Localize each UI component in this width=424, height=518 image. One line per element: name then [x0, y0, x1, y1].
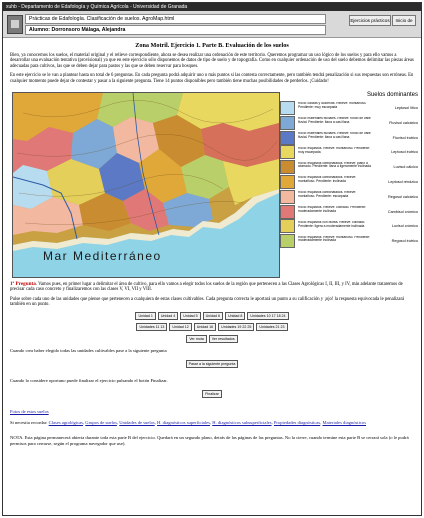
unit-button[interactable]: Unidad 16 [194, 323, 216, 331]
inicio-button[interactable]: Inicio de [392, 15, 416, 26]
unit-buttons-row-2 [10, 323, 414, 331]
legend-desc: Roca: esquistos carbonatados. Relieve: plano a alomado. Pendiente: llana a ligeramente inclinada [298, 161, 371, 169]
legend-row [280, 145, 418, 160]
link-clases-agrologicas[interactable]: Clases agrológicas [48, 419, 83, 425]
legend-swatch [280, 175, 295, 189]
soil-legend [280, 92, 418, 249]
legend-swatch [280, 234, 295, 248]
question-paragraph [10, 282, 414, 293]
legend-soil-name: Fluvisol éutrico [392, 135, 418, 140]
finish-instruction: Cuando lo considere oportuno puede finalizar el ejercicio pulsando el botón Finalizar. [10, 377, 168, 383]
unit-button[interactable]: Unidades 10 17 18 24 [247, 312, 288, 320]
legend-row [280, 131, 418, 146]
question-text: . Vamos pues, en primer lugar a delimitar el área de cultivo, para ello vamos a elegir todos los suelos de la región que pertenecen a las Clases Agrológicas I, II, III, y IV, más adelante trataremos de precisar cada caso concreto y finalizaremos con las clases V, VI, VII y VIII. [10, 282, 403, 293]
unit-button[interactable]: Unidad 8 [225, 312, 245, 320]
legend-desc: Roca: esquistos carbonatados. Relieve: montañoso. Pendiente: escarpada [298, 191, 357, 198]
legend-swatch [280, 131, 295, 145]
unit-button[interactable]: Unidad 4 [158, 312, 178, 320]
reference-links: Fotos de estos suelos Si necesita recordar: Clases agrológicas, Grupos de suelos, Unidades de suelos, H. diagnósticos superficiales, H. diagnósticos subsuperficiales, Propiedades diagnósticas, Materiales diagnósticos [10, 408, 366, 425]
intro-paragraph-2: En este ejercicio se le van a plantear hasta un total de 6 preguntas. En cada pregunta podrá adquirir uno o más puntos si las contesta correctamente, pero también tendrá penalización si sus respuestas son erróneas. En cualquier momento puede dejar de contestar y pasar a la siguiente pregunta. Tiene 14 puntos disponibles pero también tiene muchas posibilidades de perderlos. ¡Cuidado! [10, 73, 414, 84]
legend-soil-name: Luvisol cálcico [393, 165, 418, 170]
unit-button[interactable]: Unidad 5 [180, 312, 200, 320]
map-section [10, 88, 418, 276]
legend-desc: Roca: materiales fluviales. Relieve: fondo de valle fluvial. Pendiente: llana a casi llana [298, 117, 371, 124]
link-grupos-suelos[interactable]: Grupos de suelos [85, 419, 117, 425]
legend-swatch [280, 205, 295, 219]
university-logo-icon [7, 15, 23, 34]
page-header [3, 11, 421, 38]
legend-row [280, 219, 418, 234]
link-h-subsuperficiales[interactable]: H. diagnósticos subsuperficiales [212, 419, 272, 425]
link-materiales[interactable]: Materiales diagnósticos [322, 419, 366, 425]
legend-swatch [280, 101, 295, 115]
unit-button[interactable]: Unidades 21 23 [256, 323, 287, 331]
legend-soil-name: Leptosol lítico [394, 105, 418, 110]
legend-swatch [280, 116, 295, 130]
legend-soil-name: Leptosol éutrico [391, 150, 418, 155]
intro-paragraph-1: Bien, ya conocemos los suelos, el material original y el relieve correspondiente, ahora se desea realizar una ordenación de este territorio. Queremos programar un uso lógico de los suelos y para ello vamos a desarrollar una evaluación tentativa (provisional) ya que en este ejercicio sólo disponemos de datos de tipo de suelo y de topografía. Como en cualquier ordenación de uso del suelo debemos delimitar las piezas áreas adecuadas para cultivos, las que se deben dejar para pastos y las que se deben reservar para bosques. [10, 53, 414, 69]
legend-row [280, 205, 418, 220]
header-course-line: Prácticas de Edafología. Clasificación de suelos. AgroMap.html [25, 14, 326, 24]
note-paragraph: NOTA. Esta página permanecerá abierta durante toda esta parte B del ejercicio. Quedará en un segundo plano, detrás de las páginas de las preguntas. No la cierre, cuando termine esta parte B se cerrará sola (o le podrá permisos para cerrarse, según el programa navegador que use). [10, 435, 409, 446]
finish-button[interactable]: Finalizar [202, 390, 222, 398]
browser-window [2, 2, 422, 516]
header-student-line: Alumno: Dorronsoro Málaga, Alejandra [25, 25, 326, 35]
finish-button-wrap [10, 385, 414, 403]
legend-swatch [280, 145, 295, 159]
legend-swatch [280, 160, 295, 174]
next-button-wrap [10, 355, 414, 373]
unit-button[interactable]: Unidad 6 [203, 312, 223, 320]
page-content [3, 39, 421, 515]
next-question-button[interactable]: Pasar a la siguiente pregunta [186, 360, 239, 368]
legend-swatch [280, 219, 295, 233]
legend-desc: Roca: esquistos con biotita. Relieve: colinado. Pendiente: ligera a moderadamente inclinada [298, 220, 366, 228]
legend-soil-name: Leptosol réndzico [388, 179, 418, 184]
unit-button[interactable]: Unidad 12 [169, 323, 191, 331]
legend-row [280, 175, 418, 190]
unit-button[interactable]: Unidades 11 13 [136, 323, 167, 331]
question-instructions: Pulse sobre cada uno de las unidades que piense que pertenecen a cualquiera de estas clases cultivables. Cada pregunta correcta le aportará un punto a su calificación y ¡ojo! la respuesta equivocada le penalizará también en un punto. [10, 296, 405, 308]
legend-row [280, 234, 418, 249]
ver-mota-button[interactable]: Ver mota [186, 335, 206, 343]
legend-desc: Roca: esquistos. Relieve: montañoso. Pendiente: muy escarpada [298, 146, 371, 154]
page-title: Zona Motril. Ejercicio 1. Parte B. Evaluación de los suelos [135, 42, 289, 49]
ver-resultados-button[interactable]: Ver resultados [209, 335, 238, 343]
unit-buttons-row-1 [10, 312, 414, 320]
question-number: 1ª Pregunta [10, 281, 36, 288]
soil-map-image [12, 92, 280, 278]
link-unidades-suelos[interactable]: Unidades de suelos [119, 419, 155, 425]
link-propiedades[interactable]: Propiedades diagnósticas [273, 419, 321, 425]
legend-soil-name: Fluvisol calcárico [389, 120, 418, 125]
legend-row [280, 160, 418, 175]
legend-desc: Roca: materiales fluviales. Relieve: fondo de valle fluvial. Pendiente: llana a casi llana [298, 132, 371, 139]
legend-row [280, 190, 418, 205]
legend-soil-name: Luvisol crómico [391, 224, 418, 229]
recall-prefix: Si necesita recordar: [10, 419, 48, 425]
legend-soil-name: Regosol éutrico [391, 239, 418, 244]
legend-desc: Roca: esquistos. Relieve: colinado. Pendiente: moderadamente inclinada [298, 206, 366, 213]
legend-swatch [280, 190, 295, 204]
legend-soil-name: Regosol calcárico [388, 194, 418, 199]
legend-desc: Roca: esquistos. Relieve: montañoso. Pendiente: moderadamente inclinada [298, 235, 371, 243]
legend-title: Suelos dominantes [366, 92, 418, 99]
legend-desc: Roca: calizas y dolomías. Relieve: montañoso. Pendiente: muy escarpada [298, 102, 367, 110]
unit-button[interactable]: Unidad 1 [135, 312, 155, 320]
sea-label: Mar Mediterráneo [43, 249, 162, 264]
practicas-button[interactable]: Ejercicios prácticos [349, 15, 391, 26]
legend-desc: Roca: esquistos carbonatados. Relieve: montañoso. Pendiente: inclinada [298, 176, 357, 184]
link-h-superficiales[interactable]: H. diagnósticos superficiales [157, 419, 210, 425]
view-buttons-row [10, 334, 414, 342]
unit-button[interactable]: Unidades 19 22 25 [218, 323, 254, 331]
legend-row [280, 101, 418, 116]
legend-soil-name: Cambisol crómico [387, 209, 418, 214]
legend-row [280, 116, 418, 131]
photos-link[interactable]: Fotos de estos suelos [10, 408, 49, 414]
window-titlebar: xuhb - Departamento de Edafología y Química Agrícola - Universidad de Granada [3, 3, 421, 11]
next-instruction: Cuando crea haber elegido todas las unidades cultivables pase a la siguiente pregunta [10, 347, 167, 353]
